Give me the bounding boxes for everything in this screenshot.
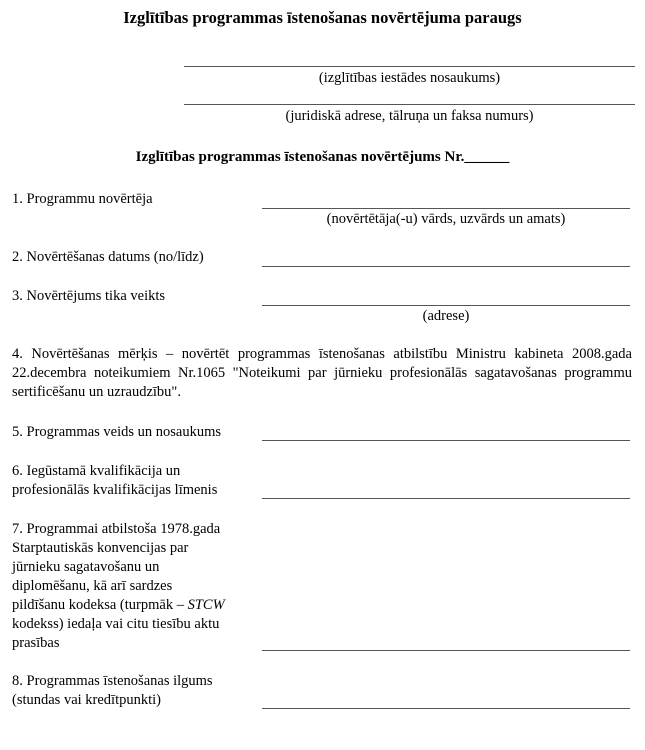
item-5-line bbox=[262, 440, 630, 441]
item-3-label: 3. Novērtējums tika veikts bbox=[12, 288, 166, 304]
item-6-line bbox=[262, 498, 630, 499]
item-7-label bbox=[12, 520, 225, 653]
item-6-line-2: profesionālās kvalifikācijas līmenis bbox=[12, 482, 218, 498]
item-2-line bbox=[262, 266, 630, 267]
item-7-line-6: kodekss) iedaļa vai citu tiesību aktu bbox=[12, 616, 220, 632]
item-6-label bbox=[12, 462, 217, 500]
item-8-line-1: 8. Programmas īstenošanas ilgums bbox=[12, 673, 213, 689]
address-line bbox=[184, 104, 635, 105]
document-title: Izglītības programmas īstenošanas novērtējuma paraugs bbox=[123, 8, 522, 27]
item-8-label bbox=[12, 672, 213, 710]
item-7-line-4: diplomēšanu, kā arī sardzes bbox=[12, 578, 173, 594]
item-7-line-5-text: pildīšanu kodeksa (turpmāk – bbox=[12, 597, 188, 613]
item-8-line-2: (stundas vai kredītpunkti) bbox=[12, 692, 162, 708]
evaluation-number-heading: Izglītības programmas īstenošanas novērtējums Nr.______ bbox=[135, 149, 510, 165]
item-7-line-5 bbox=[12, 596, 225, 615]
item-7-line-3: jūrnieku sagatavošanu un bbox=[12, 559, 160, 575]
item-1-line bbox=[262, 208, 630, 209]
institution-name-line bbox=[184, 66, 635, 67]
item-4-paragraph: 4. Novērtēšanas mērķis – novērtēt programmas īstenošanas atbilstību Ministru kabineta 2008.gada 22.decembra noteikumiem Nr.1065 "Noteikumi par jūrnieku profesionālās sagatavošanas programmu sertificēšanu un uzraudzību". bbox=[12, 346, 632, 400]
address-caption: (juridiskā adrese, tālruņa un faksa numurs) bbox=[285, 108, 534, 124]
item-3-line bbox=[262, 305, 630, 306]
item-7-line-2: Starptautiskās konvencijas par bbox=[12, 540, 189, 556]
item-6-line-1: 6. Iegūstamā kvalifikācija un bbox=[12, 463, 181, 479]
item-8-line bbox=[262, 708, 630, 709]
item-1-label: 1. Programmu novērtēja bbox=[12, 191, 153, 207]
item-7-line-1: 7. Programmai atbilstoša 1978.gada bbox=[12, 521, 221, 537]
item-7-line-7: prasības bbox=[12, 635, 60, 651]
item-2-label: 2. Novērtēšanas datums (no/līdz) bbox=[12, 249, 204, 265]
item-3-caption: (adrese) bbox=[422, 308, 470, 324]
institution-name-caption: (izglītības iestādes nosaukums) bbox=[318, 70, 501, 86]
item-1-caption: (novērtētāja(-u) vārds, uzvārds un amats) bbox=[326, 211, 566, 227]
item-5-label: 5. Programmas veids un nosaukums bbox=[12, 424, 222, 440]
item-7-line bbox=[262, 650, 630, 651]
stcw-emphasis: STCW bbox=[187, 597, 225, 613]
